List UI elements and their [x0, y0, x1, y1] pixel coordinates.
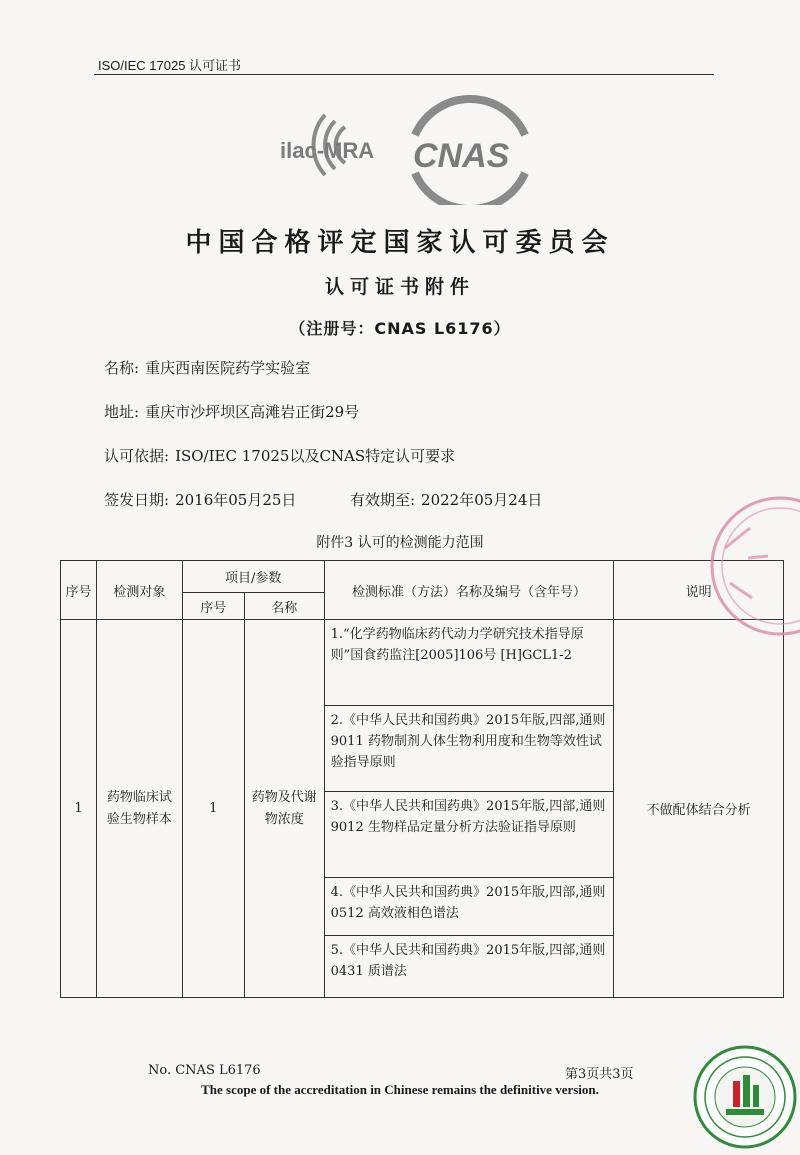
header-item-no: 序号: [182, 593, 244, 620]
header-item-param: 项目/参数: [182, 561, 324, 593]
header-standard: 检测标准（方法）名称及编号（含年号）: [324, 561, 614, 620]
footer-cnas-number: No. CNAS L6176: [148, 1063, 261, 1078]
lab-name-line: [104, 357, 310, 378]
header-object: 检测对象: [96, 561, 182, 620]
row-item-no: 1: [182, 620, 244, 998]
cnas-logo-text: CNAS: [413, 137, 510, 175]
address-line: [104, 401, 359, 422]
ilac-mra-logo: [280, 115, 374, 175]
standard-item-5: 5.《中华人民共和国药典》2015年版,四部,通则0431 质谱法: [324, 936, 614, 998]
lab-name-label: 名称:: [104, 359, 140, 377]
header-item-name: 名称: [244, 593, 324, 620]
annex-heading: 附件3 认可的检测能力范围: [316, 535, 484, 551]
lab-name-value: 重庆西南医院药学实验室: [145, 359, 311, 377]
red-stamp-icon: [690, 488, 800, 658]
header-standard-label: ISO/IEC 17025 认可证书: [98, 58, 242, 73]
header-divider: [94, 74, 714, 75]
address-label: 地址:: [104, 403, 140, 421]
standard-item-1: 1.“化学药物临床药代动力学研究技术指导原则”国食药监注[2005]106号 [H]GCL1-2: [324, 620, 614, 706]
committee-title: 中国合格评定国家认可委员会: [185, 228, 615, 258]
hospital-seal-icon: [693, 1045, 797, 1149]
footer-page-count: 第3页共3页: [565, 1067, 634, 1082]
footer-scope-note: The scope of the accreditation in Chinese remains the definitive version.: [201, 1082, 599, 1097]
row-object: 药物临床试验生物样本: [96, 620, 182, 998]
valid-date-label: 有效期至:: [349, 491, 416, 509]
certificate-annex-title: 认可证书附件: [324, 276, 475, 298]
issue-date-label: 签发日期:: [104, 491, 170, 509]
header-remark: 说明: [614, 561, 784, 620]
accreditation-logos: [275, 95, 535, 205]
table-row: [61, 620, 784, 706]
row-remark: 不做配体结合分析: [614, 620, 784, 998]
cnas-logo: [413, 99, 525, 205]
standard-item-4: 4.《中华人民共和国药典》2015年版,四部,通则0512 高效液相色谱法: [324, 878, 614, 936]
header-seq: 序号: [61, 561, 97, 620]
row-item-name: 药物及代谢物浓度: [244, 620, 324, 998]
row-seq: 1: [61, 620, 97, 998]
registration-number: （注册号：CNAS L6176）: [289, 319, 511, 338]
basis-line: [104, 445, 455, 466]
dates-line: [104, 489, 542, 510]
ilac-logo-text: ilac-MRA: [280, 138, 375, 163]
issue-date-value: 2016年05月25日: [175, 491, 297, 509]
standard-item-2: 2.《中华人民共和国药典》2015年版,四部,通则9011 药物制剂人体生物利用度和生物等效性试验指导原则: [324, 706, 614, 792]
basis-value: ISO/IEC 17025以及CNAS特定认可要求: [175, 447, 456, 465]
valid-date-value: 2022年05月24日: [421, 491, 543, 509]
address-value: 重庆市沙坪坝区高滩岩正街29号: [145, 403, 360, 421]
standard-item-3: 3.《中华人民共和国药典》2015年版,四部,通则9012 生物样品定量分析方法验证指导原则: [324, 792, 614, 878]
basis-label: 认可依据:: [104, 447, 170, 465]
scope-table: [60, 560, 784, 998]
